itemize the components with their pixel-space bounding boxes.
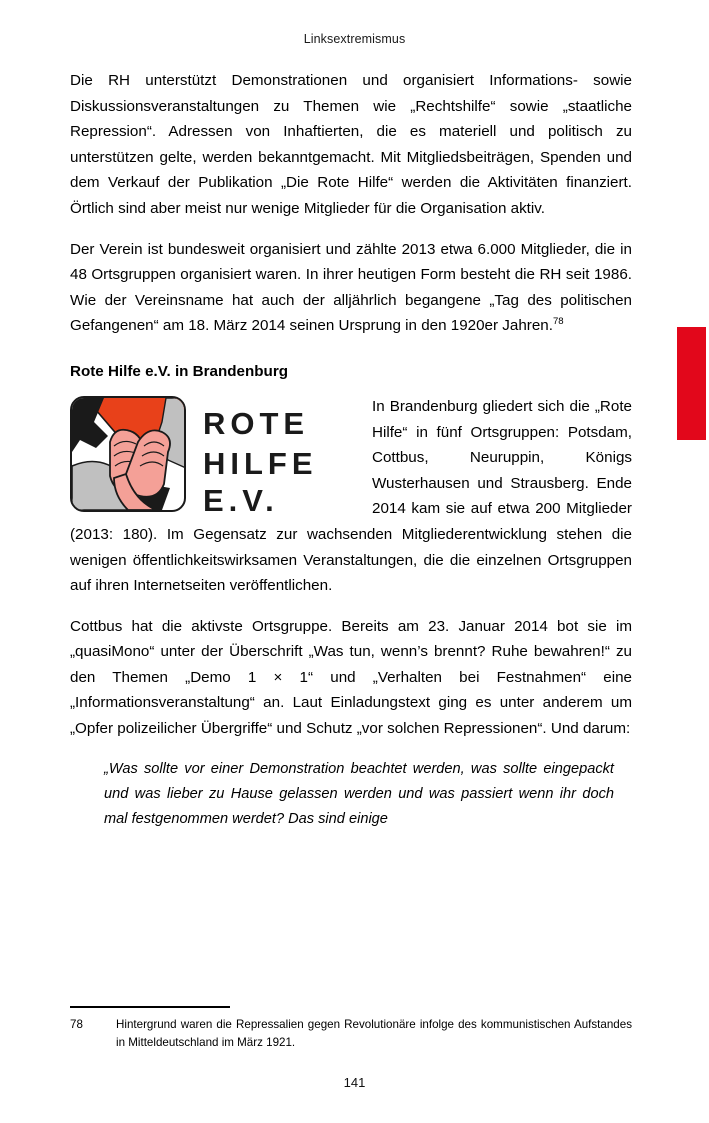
chapter-thumb-tab <box>677 327 706 440</box>
subheading-rote-hilfe-brandenburg: Rote Hilfe e.V. in Brandenburg <box>70 362 289 380</box>
svg-text:HILFE: HILFE <box>203 445 318 481</box>
logo-wordmark <box>203 406 318 518</box>
paragraph-1: Die RH unterstützt Demonstrationen und organisiert Informations- sowie Diskussionsveranstaltungen zu Themen wie „Rechtshilfe“ sowie „staatliche Repression“. Adressen von Inhaftierten, die es materiell und politisch zu unterstützen gelte, werden bekanntgemacht. Mit Mitgliedsbeiträgen, Spenden und dem Verkauf der Publikation „Die Rote Hilfe“ werden die Aktivitäten finanziert. Örtlich sind aber meist nur wenige Mitglieder für die Organisation aktiv. <box>70 72 632 217</box>
paragraph-4: Cottbus hat die aktivste Ortsgruppe. Bereits am 23. Januar 2014 bot sie im „quasiMono“ unter der Überschrift „Was tun, wenn’s brennt? Ruhe bewahren!“ zu den Themen „Demo 1 × 1“ und „Verhalten bei Festnahmen“ eine „Informationsveranstaltung“ an. Laut Einladungstext ging es unter anderem um „Opfer polizeilicher Übergriffe“ und Schutz „vor solchen Repressionen“. Und darum: <box>70 617 632 738</box>
logo-and-text-block <box>70 394 632 599</box>
svg-text:ROTE: ROTE <box>203 405 310 441</box>
page-number: 141 <box>343 1075 366 1090</box>
paragraph-2-text: Der Verein ist bundesweit organisiert und zählte 2013 etwa 6.000 Mitglieder, die in 48 Ortsgruppen organisiert waren. In ihrer heutigen Form besteht die RH seit 1986. Wie der Vereinsname hat auch der alljährlich begangene „Tag des politischen Gefangenen“ am 18. März 2014 seinen Ursprung in den 1920er Jahren. <box>70 240 632 335</box>
rote-hilfe-logo <box>70 396 360 518</box>
footnote-area <box>70 1006 632 1051</box>
logo-emblem <box>71 397 186 511</box>
footnote-text: Hintergrund waren die Repressalien gegen Revolutionäre infolge des kommunistischen Aufstandes in Mitteldeutschland im März 1921. <box>116 1018 632 1049</box>
svg-text:E.V.: E.V. <box>203 482 279 518</box>
footnote-78 <box>70 1016 632 1051</box>
paragraph-2 <box>70 237 632 339</box>
running-head: Linksextremismus <box>303 32 406 46</box>
footnote-reference-78[interactable]: 78 <box>552 316 564 328</box>
footnote-separator-rule <box>70 1006 230 1008</box>
block-quote: „Was sollte vor einer Demonstration beachtet werden, was sollte eingepackt und was lieber zu Hause gelassen werden und was passiert wenn ihr doch mal festgenommen werdet? Das sind einige <box>104 760 614 828</box>
paragraph-3: In Brandenburg gliedert sich die „Rote Hilfe“ in fünf Ortsgruppen: Potsdam, Cottbus, Neuruppin, Königs Wusterhausen und Strausberg. Ende 2014 kam sie auf etwa 200 Mitglieder (2013: 180). Im Gegensatz zur wachsenden Mitgliederentwicklung stehen die wenigen öffentlichkeitswirksamen Veranstaltungen, die die einzelnen Ortsgruppen auf ihren Internetseiten veröffentlichen. <box>70 397 632 595</box>
footnote-number: 78 <box>70 1018 83 1031</box>
text-column <box>70 68 632 833</box>
